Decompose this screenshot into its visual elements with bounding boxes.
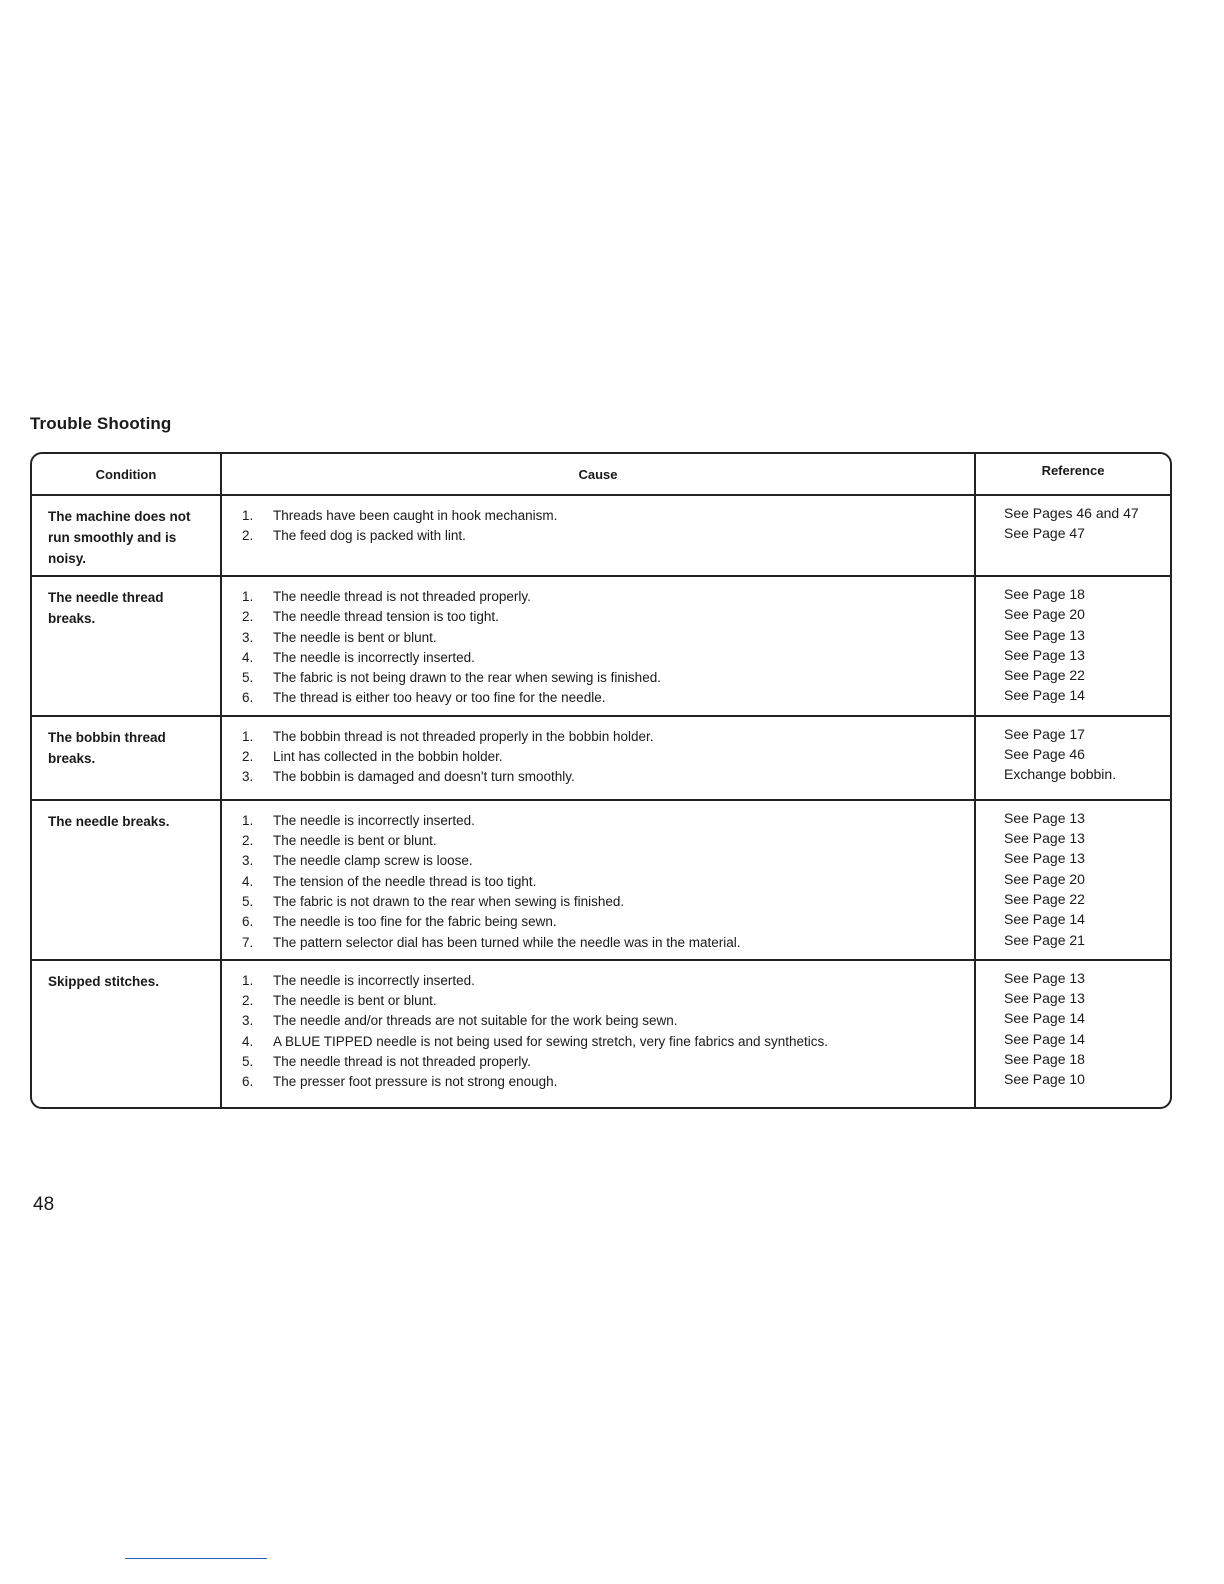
cause-text: The pattern selector dial has been turned while the needle was in the material.	[273, 934, 741, 950]
cause-text: Lint has collected in the bobbin holder.	[273, 749, 503, 765]
cause-item	[242, 628, 964, 648]
cause-item	[242, 971, 964, 991]
cause-item	[242, 1072, 964, 1092]
cause-text: A BLUE TIPPED needle is not being used for sewing stretch, very fine fabrics and synthetics.	[273, 1033, 829, 1049]
cause-item	[242, 688, 964, 708]
reference-item: See Page 14	[1004, 687, 1085, 704]
cause-number: 7.	[242, 934, 254, 950]
reference-item: See Page 18	[1004, 1051, 1085, 1068]
reference-item: See Page 46	[1004, 746, 1085, 763]
cause-number: 2.	[242, 749, 254, 765]
cause-item	[242, 727, 964, 747]
cause-item	[242, 1011, 964, 1031]
cause-text: The needle is incorrectly inserted.	[273, 812, 475, 828]
condition-cell: The bobbin thread breaks.	[32, 717, 222, 799]
cause-number: 5.	[242, 670, 254, 686]
cause-item	[242, 506, 964, 526]
cause-text: The needle and/or threads are not suitable for the work being sewn.	[273, 1013, 678, 1029]
reference-item: See Page 47	[1004, 525, 1085, 542]
cause-number: 6.	[242, 914, 254, 930]
cause-text: The bobbin thread is not threaded properly in the bobbin holder.	[273, 728, 654, 744]
reference-item: See Page 14	[1004, 1010, 1085, 1027]
cause-cell	[222, 496, 976, 575]
cause-number: 2.	[242, 528, 254, 544]
cause-item	[242, 991, 964, 1011]
condition-cell: The needle thread breaks.	[32, 577, 222, 715]
cause-number: 5.	[242, 893, 254, 909]
cause-number: 3.	[242, 1013, 254, 1029]
cause-item	[242, 747, 964, 767]
cause-number: 3.	[242, 769, 254, 785]
cause-text: The fabric is not being drawn to the rear when sewing is finished.	[273, 670, 661, 686]
header-condition: Condition	[32, 454, 222, 494]
cause-cell	[222, 577, 976, 715]
cause-item	[242, 668, 964, 688]
reference-item: See Page 14	[1004, 1030, 1085, 1047]
cause-text: The presser foot pressure is not strong enough.	[273, 1074, 558, 1090]
cause-cell	[222, 801, 976, 959]
reference-item: See Page 13	[1004, 850, 1085, 867]
cause-text: The thread is either too heavy or too fine for the needle.	[273, 690, 606, 706]
condition-cell: Skipped stitches.	[32, 961, 222, 1107]
cause-number: 1.	[242, 812, 254, 828]
cause-number: 2.	[242, 993, 254, 1009]
cause-number: 3.	[242, 853, 254, 869]
table-row	[32, 496, 1170, 577]
cause-cell	[222, 717, 976, 799]
cause-text: The needle thread is not threaded properly.	[273, 1054, 531, 1070]
cause-text: Threads have been caught in hook mechanism.	[273, 508, 558, 523]
reference-item: See Page 22	[1004, 667, 1085, 684]
cause-cell	[222, 961, 976, 1107]
reference-item: Exchange bobbin.	[1004, 766, 1117, 783]
reference-cell	[976, 717, 1170, 799]
section-title: Trouble Shooting	[30, 414, 172, 433]
cause-number: 6.	[242, 690, 254, 706]
reference-cell	[976, 801, 1170, 959]
cause-text: The needle clamp screw is loose.	[273, 853, 473, 869]
cause-item	[242, 892, 964, 912]
cause-item	[242, 811, 964, 831]
cause-number: 2.	[242, 609, 254, 625]
cause-text: The needle is too fine for the fabric being sewn.	[273, 914, 557, 930]
table-row	[32, 577, 1170, 717]
reference-item: See Page 18	[1004, 586, 1085, 602]
cause-item	[242, 1052, 964, 1072]
cause-item	[242, 587, 964, 607]
reference-item: See Page 17	[1004, 725, 1085, 742]
cause-text: The needle is bent or blunt.	[273, 993, 437, 1009]
page-number: 48	[33, 1194, 55, 1215]
footer-rule	[125, 1558, 267, 1559]
cause-text: The tension of the needle thread is too tight.	[273, 873, 537, 889]
header-cause: Cause	[222, 454, 976, 494]
cause-item	[242, 851, 964, 871]
cause-number: 3.	[242, 629, 254, 645]
reference-item: See Page 21	[1004, 931, 1085, 948]
reference-item: See Page 20	[1004, 606, 1085, 623]
reference-cell	[976, 496, 1170, 575]
cause-item	[242, 912, 964, 932]
reference-item: See Page 13	[1004, 969, 1085, 986]
cause-number: 4.	[242, 873, 254, 889]
cause-number: 4.	[242, 1033, 254, 1049]
cause-number: 1.	[242, 589, 254, 604]
cause-text: The needle is incorrectly inserted.	[273, 649, 475, 665]
reference-item: See Page 13	[1004, 626, 1085, 643]
cause-item	[242, 831, 964, 851]
condition-cell: The machine does not run smoothly and is noisy.	[32, 496, 222, 575]
reference-cell	[976, 577, 1170, 715]
cause-item	[242, 607, 964, 627]
trouble-shooting-table	[30, 452, 1172, 1109]
cause-text: The bobbin is damaged and doesn't turn smoothly.	[273, 769, 575, 785]
cause-number: 6.	[242, 1074, 254, 1090]
cause-item	[242, 933, 964, 953]
table-row	[32, 801, 1170, 961]
reference-item: See Page 13	[1004, 646, 1085, 663]
cause-number: 2.	[242, 833, 254, 849]
cause-item	[242, 767, 964, 787]
cause-text: The needle is bent or blunt.	[273, 833, 437, 849]
reference-item: See Page 10	[1004, 1071, 1085, 1088]
reference-item: See Page 13	[1004, 990, 1085, 1007]
table-header	[32, 454, 1170, 496]
table-row	[32, 717, 1170, 801]
reference-cell	[976, 961, 1170, 1107]
reference-item: See Page 13	[1004, 830, 1085, 847]
condition-cell: The needle breaks.	[32, 801, 222, 959]
header-reference: Reference	[1041, 463, 1105, 478]
reference-item: See Page 22	[1004, 890, 1085, 907]
cause-text: The feed dog is packed with lint.	[273, 528, 466, 544]
cause-item	[242, 526, 964, 546]
reference-item: See Page 14	[1004, 911, 1085, 928]
cause-number: 1.	[242, 508, 254, 523]
cause-number: 1.	[242, 972, 254, 988]
cause-number: 4.	[242, 649, 254, 665]
cause-text: The needle is incorrectly inserted.	[273, 972, 475, 988]
cause-item	[242, 648, 964, 668]
cause-text: The needle thread tension is too tight.	[273, 609, 499, 625]
reference-item: See Pages 46 and 47	[1004, 505, 1139, 521]
reference-item: See Page 13	[1004, 809, 1085, 826]
table-row	[32, 961, 1170, 1107]
reference-item: See Page 20	[1004, 870, 1085, 887]
cause-item	[242, 1032, 964, 1052]
cause-number: 5.	[242, 1054, 254, 1070]
cause-text: The needle is bent or blunt.	[273, 629, 437, 645]
cause-item	[242, 872, 964, 892]
cause-text: The needle thread is not threaded properly.	[273, 589, 531, 604]
cause-number: 1.	[242, 728, 254, 744]
cause-text: The fabric is not drawn to the rear when sewing is finished.	[273, 893, 625, 909]
